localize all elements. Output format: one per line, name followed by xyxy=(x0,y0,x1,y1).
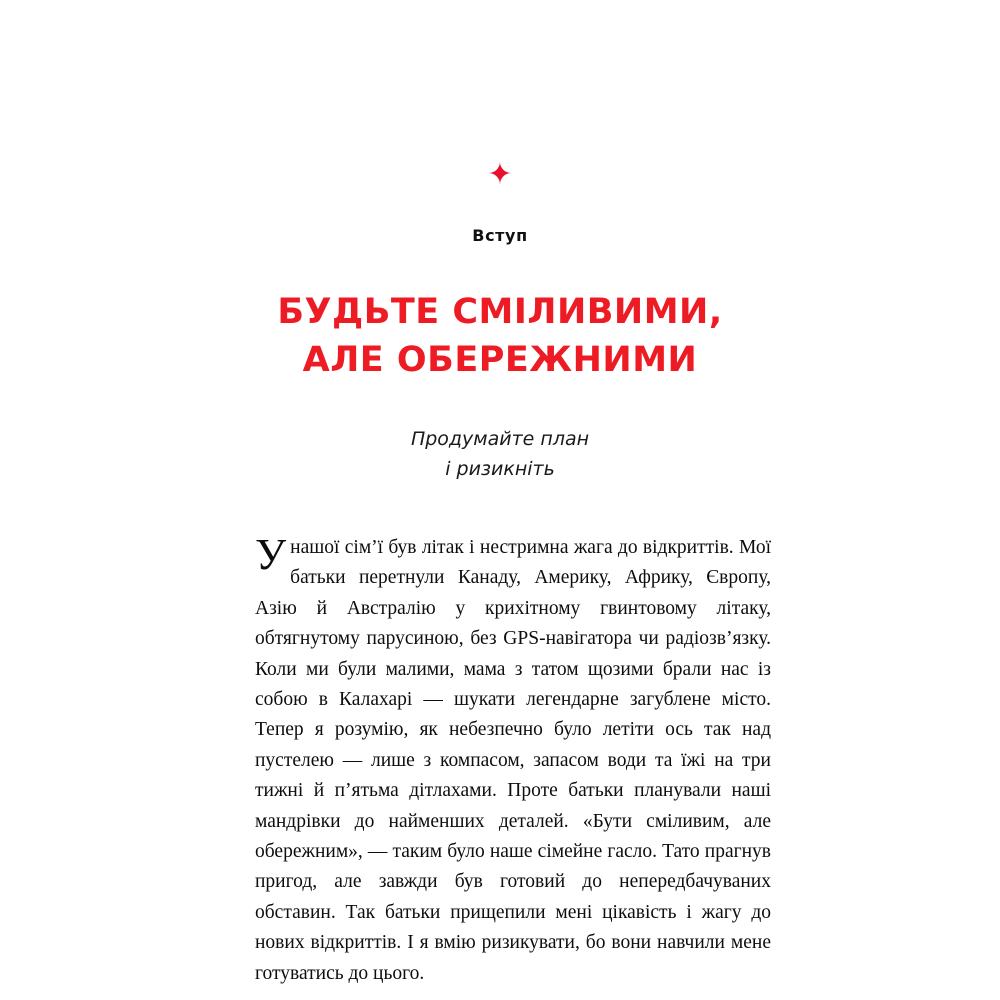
body-paragraph xyxy=(255,530,771,989)
page-subtitle-line-1: Продумайте план xyxy=(410,428,590,450)
drop-cap: У xyxy=(255,530,287,579)
page-title-line-2: АЛЕ ОБЕРЕЖНИМИ xyxy=(302,340,698,380)
body-paragraph-text: нашої сім’ї був літак і нестримна жага до відкриттів. Мої батьки перетнули Канаду, Америку, Африку, Європу, Азію й Австралію у крихітному гвинтовому літаку, обтягнутому парусиною, без GPS-навігатора чи радіозв’язку. Коли ми були малими, мама з татом щозими брали нас із собою в Калахарі — шукати легендарне загублене місто. Тепер я розумію, як небезпечно було летіти ось так над пустелею — лише з компасом, запасом води та їжі на три тижні й п’ятьма дітлахами. Проте батьки планували наші мандрівки до найменших деталей. «Бути сміливим, але обережним», — таким було наше сімейне гасло. Тато прагнув пригод, але завжди був готовий до непередбачуваних обставин. Так батьки прищепили мені цікавість і жагу до нових відкриттів. І я вмію ризикувати, бо вони навчили мене готуватись до цього. xyxy=(255,537,771,984)
page-title-line-1: БУДЬТЕ СМІЛИВИМИ, xyxy=(277,292,723,332)
page-subtitle xyxy=(0,424,1000,484)
page-subtitle-line-2: і ризикніть xyxy=(445,458,555,480)
diamond-ornament-icon: ✦ xyxy=(487,157,513,192)
section-eyebrow: Вступ xyxy=(472,226,528,245)
page-title xyxy=(0,288,1000,384)
